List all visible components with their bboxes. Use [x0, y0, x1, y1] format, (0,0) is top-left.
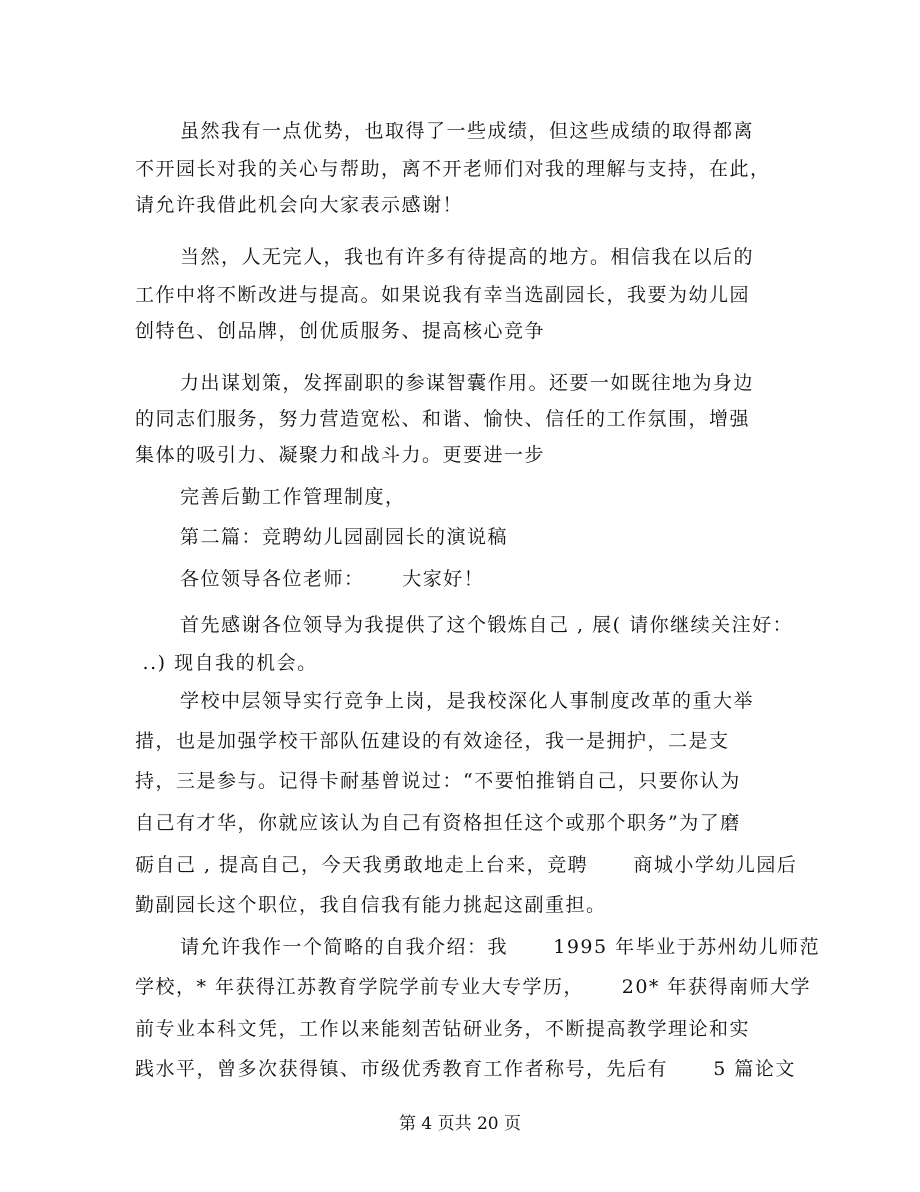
text-line: 学校，* 年获得江苏教育学院学前专业大专学历， 20* 年获得南师大学 — [135, 976, 811, 998]
section-heading: 第二篇：竞聘幼儿园副园长的演说稿 — [180, 526, 509, 548]
text-line: 当然，人无完人，我也有许多有待提高的地方。相信我在以后的 — [180, 246, 755, 268]
text-line: 首先感谢各位领导为我提供了这个锻炼自己 , 展( 请你继续关注好： — [180, 614, 794, 636]
text-line: 的同志们服务，努力营造宽松、和谐、愉快、信任的工作氛围，增强 — [135, 408, 751, 430]
text-line: 力出谋划策，发挥副职的参谋智囊作用。还要一如既往地为身边 — [180, 372, 755, 394]
text-line: 砺自己 , 提高自己，今天我勇敢地走上台来，竞聘 商城小学幼儿园后 — [135, 854, 798, 876]
text-line: 学校中层领导实行竞争上岗，是我校深化人事制度改革的重大举 — [180, 690, 755, 712]
text-line: 持，三是参与。记得卡耐基曾说过：“不要怕推销自己，只要你认为 — [135, 770, 741, 792]
text-line: 勤副园长这个职位，我自信我有能力挑起这副重担。 — [135, 894, 607, 916]
text-line: 集体的吸引力、凝聚力和战斗力。更要进一步 — [135, 444, 546, 466]
text-line: 完善后勤工作管理制度， — [180, 486, 406, 508]
text-line: 工作中将不断改进与提高。如果说我有幸当选副园长，我要为幼儿园 — [135, 284, 751, 306]
text-line: 创特色、创品牌，创优质服务、提高核心竞争 — [135, 320, 546, 342]
text-line: 践水平，曾多次获得镇、市级优秀教育工作者称号，先后有 5 篇论文 — [135, 1058, 796, 1080]
salutation-line: 各位领导各位老师： 大家好！ — [180, 568, 485, 590]
text-line: 请允许我借此机会向大家表示感谢！ — [135, 194, 464, 216]
text-line: 请允许我作一个简略的自我介绍：我 1995 年毕业于苏州幼儿师范 — [180, 936, 821, 958]
text-line: 不开园长对我的关心与帮助，离不开老师们对我的理解与支持，在此， — [135, 158, 771, 180]
page-number-footer: 第 4 页共 20 页 — [398, 1114, 522, 1134]
text-line: 虽然我有一点优势，也取得了一些成绩，但这些成绩的取得都离 — [180, 120, 755, 142]
text-line: ..) 现自我的机会。 — [135, 652, 318, 674]
text-line: 自己有才华，你就应该认为自己有资格担任这个或那个职务”为了磨 — [135, 812, 741, 834]
text-line: 措，也是加强学校干部队伍建设的有效途径，我一是拥护，二是支 — [135, 730, 730, 752]
text-line: 前专业本科文凭，工作以来能刻苦钻研业务，不断提高教学理论和实 — [135, 1018, 751, 1040]
